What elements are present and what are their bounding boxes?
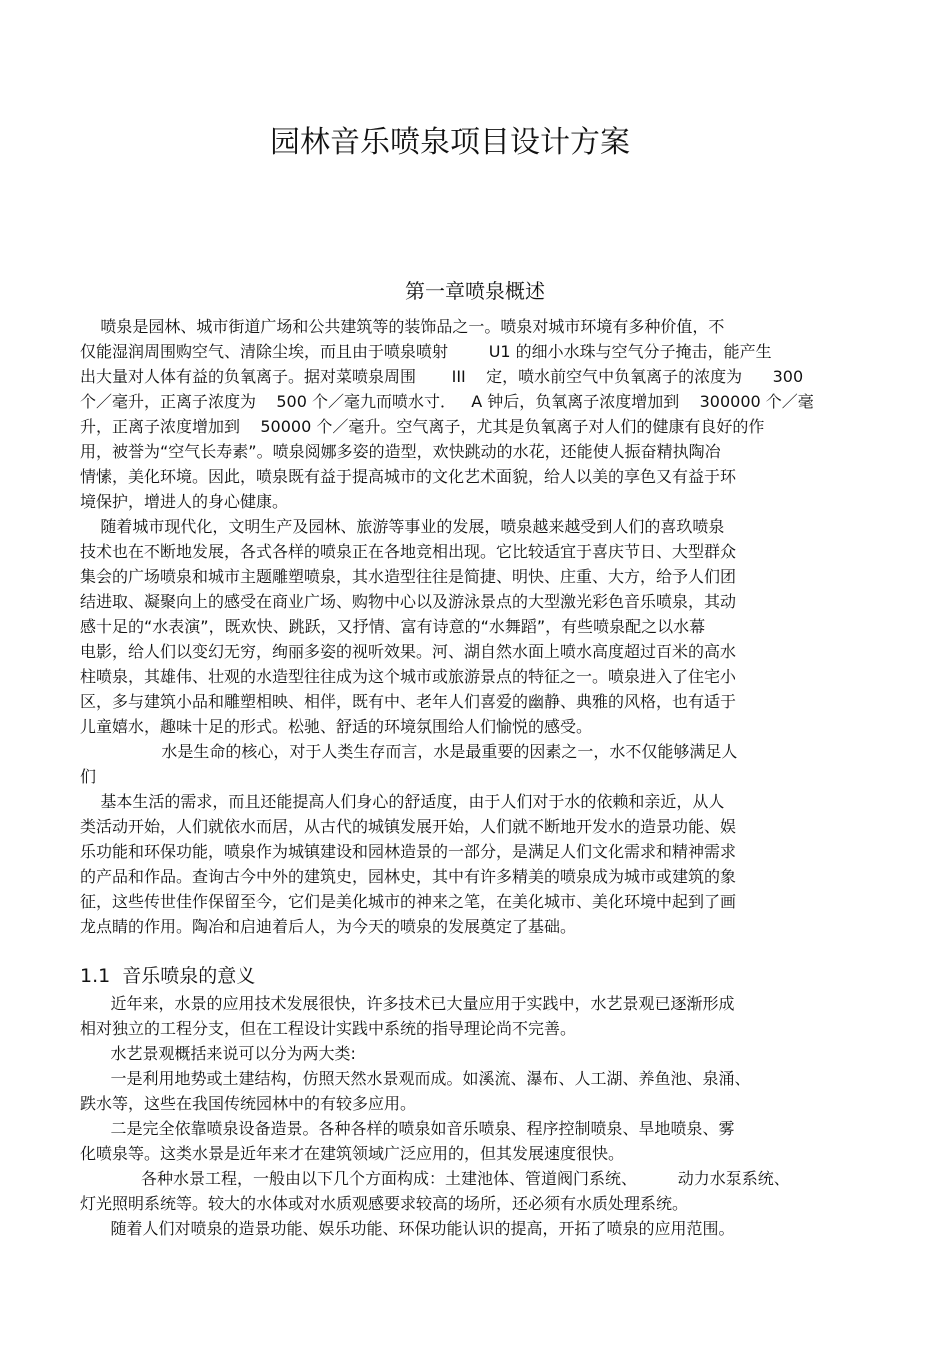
text-line: 升，正离子浓度增加到 50000 个／毫升。空气离子，尤其是负氧离子对人们的健康有良好的作	[80, 417, 765, 436]
chapter-title: 第一章喷泉概述	[405, 279, 545, 303]
text-line: 基本生活的需求，而且还能提高人们身心的舒适度，由于人们对于水的依赖和亲近，从人	[80, 792, 725, 811]
text-line: 灯光照明系统等。较大的水体或对水质观感要求较高的场所，还必须有水质处理系统。	[80, 1194, 689, 1213]
text-line: 情愫，美化环境。因此，喷泉既有益于提高城市的文化艺术面貌，给人以美的享色又有益于环	[80, 467, 737, 486]
text-line: 水艺景观概括来说可以分为两大类:	[80, 1044, 356, 1063]
text-line: 儿童嬉水，趣味十足的形式。松驰、舒适的环境氛围给人们愉悦的感受。	[80, 717, 593, 736]
text-line: 个／毫升，正离子浓度为 500 个／毫九而喷水寸． A 钟后，负氧离子浓度增加到 300000 个／毫	[80, 392, 814, 411]
text-line: 乐功能和环保功能，喷泉作为城镇建设和园林造景的一部分，是满足人们文化需求和精神需求	[80, 842, 737, 861]
text-line: 类活动开始，人们就依水而居，从古代的城镇发展开始，人们就不断地开发水的造景功能、娱	[80, 817, 737, 836]
section-heading: 1.1 音乐喷泉的意义	[80, 965, 256, 987]
text-line: 结进取、凝聚向上的感受在商业广场、购物中心以及游泳景点的大型激光彩色音乐喷泉，其动	[80, 592, 737, 611]
text-line: 随着城市现代化，文明生产及园林、旅游等事业的发展，喷泉越来越受到人们的喜玖喷泉	[80, 517, 725, 536]
text-line: 跌水等，这些在我国传统园林中的有较多应用。	[80, 1094, 417, 1113]
text-line: 出大量对人体有益的负氧离子。据对菜喷泉周围 III 定，喷水前空气中负氧离子的浓度为 300	[80, 367, 804, 386]
text-line: 用，被誉为“空气长寿素”。喷泉阅娜多姿的造型，欢快跳动的水花，还能使人振奋精执陶冶	[80, 442, 721, 461]
text-line: 喷泉是园林、城市街道广场和公共建筑等的装饰品之一。喷泉对城市环境有多种价值，不	[80, 317, 725, 336]
text-line: 相对独立的工程分支，但在工程设计实践中系统的指导理论尚不完善。	[80, 1019, 577, 1038]
text-line: 技术也在不断地发展，各式各样的喷泉正在各地竞相出现。它比较适宜于喜庆节日、大型群众	[80, 542, 737, 561]
text-line: 随着人们对喷泉的造景功能、娱乐功能、环保功能认识的提高，开拓了喷泉的应用范围。	[80, 1219, 735, 1238]
text-line: 境保护，增进人的身心健康。	[80, 492, 289, 511]
document-title: 园林音乐喷泉项目设计方案	[270, 125, 630, 160]
text-line: 近年来，水景的应用技术发展很快，许多技术已大量应用于实践中，水艺景观已逐渐形成	[80, 994, 735, 1013]
text-line: 征，这些传世佳作保留至今，它们是美化城市的神来之笔，在美化城市、美化环境中起到了画	[80, 892, 737, 911]
text-line: 感十足的“水表演”，既欢快、跳跃，又抒情、富有诗意的“水舞蹈”，有些喷泉配之以水幕	[80, 617, 706, 636]
text-line: 二是完全依靠喷泉设备造景。各种各样的喷泉如音乐喷泉、程序控制喷泉、旱地喷泉、雾	[80, 1119, 735, 1138]
text-line: 各种水景工程，一般由以下几个方面构成：土建池体、管道阀门系统、 动力水泵系统、	[80, 1169, 790, 1188]
text-line: 仅能湿润周围购空气、清除尘埃，而且由于喷泉喷射 U1 的细小水珠与空气分子掩击，能产生	[80, 342, 772, 361]
text-line: 区，多与建筑小品和雕塑相映、相伴，既有中、老年人们喜爱的幽静、典雅的风格，也有适于	[80, 692, 737, 711]
text-line: 集会的广场喷泉和城市主题雕塑喷泉，其水造型往往是简捷、明快、庄重、大方，给予人们团	[80, 567, 737, 586]
text-line: 柱喷泉，其雄伟、壮观的水造型往往成为这个城市或旅游景点的特征之一。喷泉进入了住宅小	[80, 667, 737, 686]
text-line: 电影，给人们以变幻无穷，绚丽多姿的视听效果。河、湖自然水面上喷水高度超过百米的高水	[80, 642, 737, 661]
text-line: 一是利用地势或土建结构，仿照天然水景观而成。如溪流、瀑布、人工湖、养鱼池、泉涌、	[80, 1069, 751, 1088]
text-line: 龙点睛的作用。陶冶和启迪着后人，为今天的喷泉的发展奠定了基础。	[80, 917, 577, 936]
text-line: 水是生命的核心，对于人类生存而言，水是最重要的因素之一，水不仅能够满足人	[80, 742, 738, 761]
text-line: 的产品和作品。查询古今中外的建筑史，园林史，其中有许多精美的喷泉成为城市或建筑的象	[80, 867, 737, 886]
text-line: 们	[80, 767, 97, 786]
text-line: 化喷泉等。这类水景是近年来才在建筑领域广泛应用的，但其发展速度很快。	[80, 1144, 625, 1163]
